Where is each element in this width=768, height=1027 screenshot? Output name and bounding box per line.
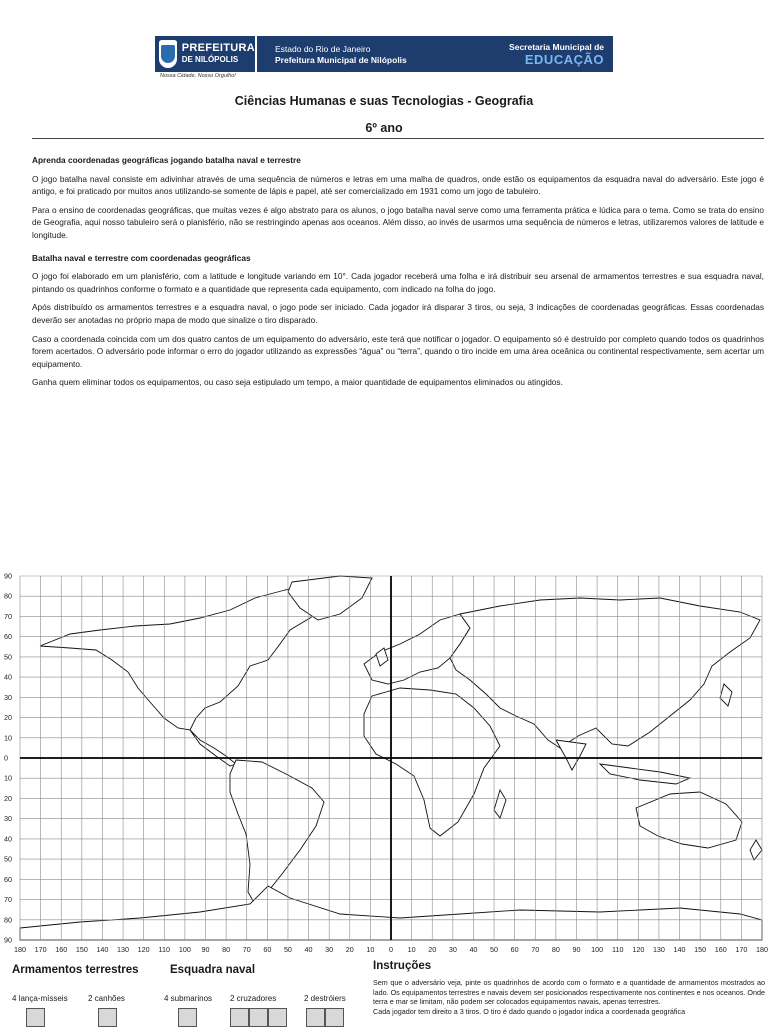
longitude-label: 20 [428,945,437,954]
latitude-label: 30 [4,692,12,702]
latitude-label: 20 [4,713,12,723]
cruiser-label: 2 cruzadores [230,994,277,1003]
paragraph: Ganha quem eliminar todos os equipamentos, ou caso seja estipulado um tempo, a maior quantidade de equipamentos eliminados ou atingidos. [32,377,563,388]
longitude-label: 150 [75,945,88,954]
submarine-cell [178,1008,197,1027]
longitude-label: 30 [325,945,334,954]
latitude-label: 90 [4,935,12,945]
city-hall-name: Prefeitura Municipal de Nilópolis [275,55,407,65]
longitude-label: 70 [531,945,540,954]
secretariat-name: Secretaria Municipal de [509,42,604,52]
logo-line1: PREFEITURA [181,42,255,54]
grade-label: 6º ano [365,121,403,135]
crest-icon [159,40,177,68]
latitude-label: 20 [4,793,12,803]
logo-line2: DE NILÓPOLIS [181,55,239,64]
section-heading: Batalha naval e terrestre com coordenadas geográficas [32,252,251,263]
latitude-label: 60 [4,632,12,642]
latitude-label: 10 [4,773,12,783]
cruiser-cell [230,1008,249,1027]
latitude-label: 40 [4,834,12,844]
naval-fleet-title: Esquadra naval [170,964,256,976]
paragraph: Para o ensino de coordenadas geográficas, que muitas vezes é algo abstrato para os alunos, o jogo batalha naval serve como uma ferramenta prática e lúdica para o tema. Como se trata do ensino de Geografia, aqui nosso tabuleiro será o planisfério, não se restringindo apenas aos oceanos. Além disso, ao invés de usarmos uma sequência de números e letras, utilizaremos valores de latitude e longitude. [32,204,764,240]
longitude-label: 60 [263,945,272,954]
longitude-label: 160 [714,945,727,954]
cruiser-cell [249,1008,268,1027]
destroyer-cell [306,1008,325,1027]
longitude-label: 80 [222,945,231,954]
header-band [257,36,613,72]
longitude-label: 100 [591,945,604,954]
paragraph: Após distribuído os armamentos terrestres e a esquadra naval, o jogo pode ser iniciado. Cada jogador irá disparar 3 tiros, ou seja, 3 indicações de coordenadas geográficas. Essas coordenadas deverão ser anotadas no próprio mapa de modo que sinalize o tiro disparado. [32,302,764,325]
paragraph: O jogo foi elaborado em um planisfério, com a latitude e longitude variando em 10°. Cada jogador receberá uma folha e irá distribuir seu arsenal de armamentos terrestres e sua esquadra naval, pintando os quadrinhos conforme o formato e a quantidade que representa cada equipamento, com indicado na folha do jogo. [32,271,764,294]
submarine-label: 4 submarinos [164,994,213,1003]
longitude-label: 170 [735,945,748,954]
instructions-title: Instruções [373,960,432,972]
latitude-label: 80 [4,591,12,601]
longitude-label: 140 [673,945,686,954]
longitude-label: 10 [366,945,375,954]
longitude-label: 40 [469,945,478,954]
destroyer-label: 2 destróiers [304,994,346,1003]
longitude-label: 130 [652,945,665,954]
longitude-label: 70 [242,945,251,954]
paragraph: Caso a coordenada coincida com um dos quatro cantos de um equipamento do adversário, este terá que notificar o jogador. O equipamento só é destruído por completo quando todos os quadrinhos forem acertados. O adversário pode informar o erro do jogador utilizando as expressões “água” ou “terra”, quando o tiro incide em uma área oceânica ou continental respectivamente, sem acertar um equipamento. [32,333,764,369]
instruction-paragraph: Sem que o adversário veja, pinte os quadrinhos de acordo com o formato e a quantidade de armamentos mostrados ao lado. Os equipamentos terrestres e navais devem ser posicionados respectivamente nos continentes e nos oceanos. Onde terra e mar se limitam, não podem ser colocados equipamentos navais, apenas terrestres. [373,978,765,1007]
latitude-label: 70 [4,895,12,905]
longitude-label: 50 [283,945,292,954]
section-heading: Aprenda coordenadas geográficas jogando batalha naval e terrestre [32,155,301,165]
longitude-label: 80 [551,945,560,954]
longitude-label: 140 [96,945,109,954]
latitude-label: 30 [4,814,12,824]
longitude-label: 90 [572,945,581,954]
longitude-label: 90 [201,945,210,954]
latitude-label: 40 [4,672,12,682]
longitude-label: 150 [694,945,707,954]
longitude-label: 100 [178,945,191,954]
longitude-label: 60 [510,945,519,954]
destroyer-cell [325,1008,344,1027]
latitude-label: 10 [4,733,12,743]
missile-launcher-cell [26,1008,45,1027]
longitude-label: 110 [158,945,171,954]
instruction-paragraph: Cada jogador tem direito a 3 tiros. O tiro é dado quando o jogador indica a coordenada geográfica [373,1006,686,1016]
latitude-label: 70 [4,611,12,621]
longitude-label: 120 [137,945,150,954]
missile-launcher-label: 4 lança-mísseis [12,994,68,1003]
longitude-label: 20 [345,945,354,954]
logo-motto: Nossa Cidade, Nosso Orgulho! [160,73,236,79]
latitude-labels [4,572,12,945]
latitude-label: 50 [4,854,12,864]
longitude-label: 180 [756,945,768,954]
latitude-label: 50 [4,652,12,662]
cannon-label: 2 canhões [88,994,125,1003]
longitude-label: 40 [304,945,313,954]
cannon-cell [98,1008,117,1027]
longitude-label: 50 [490,945,499,954]
latitude-label: 90 [4,571,12,581]
cruiser-cell [268,1008,287,1027]
education-label: EDUCAÇÃO [524,52,604,67]
latitude-label: 0 [4,753,8,763]
longitude-label: 120 [632,945,645,954]
land-weapons-title: Armamentos terrestres [12,964,139,976]
longitude-label: 10 [407,945,416,954]
divider [32,138,764,139]
city-logo [155,36,255,72]
instructions-text [373,978,765,1016]
state-name: Estado do Rio de Janeiro [275,44,371,54]
latitude-label: 60 [4,874,12,884]
world-map-grid[interactable] [0,568,768,958]
game-panel [0,960,768,1024]
longitude-label: 160 [55,945,68,954]
latitude-label: 80 [4,915,12,925]
longitude-label: 0 [389,945,393,954]
longitude-labels [14,945,768,954]
longitude-label: 110 [611,945,624,954]
longitude-label: 170 [34,945,47,954]
longitude-label: 130 [117,945,130,954]
longitude-label: 180 [14,945,26,954]
page-title: Ciências Humanas e suas Tecnologias - Geografia [234,94,534,108]
paragraph: O jogo batalha naval consiste em adivinhar através de uma sequência de números e letras em uma malha de quadros, onde estão os equipamentos da esquadra naval do adversário. Este jogo é antigo, e foi praticado por muitos anos utilizando-se somente de lápis e papel, até ser comercializado em 1931 como um jogo de tabuleiro. [32,173,764,197]
longitude-label: 30 [448,945,457,954]
header-banner [155,36,613,72]
document-body [32,154,764,395]
